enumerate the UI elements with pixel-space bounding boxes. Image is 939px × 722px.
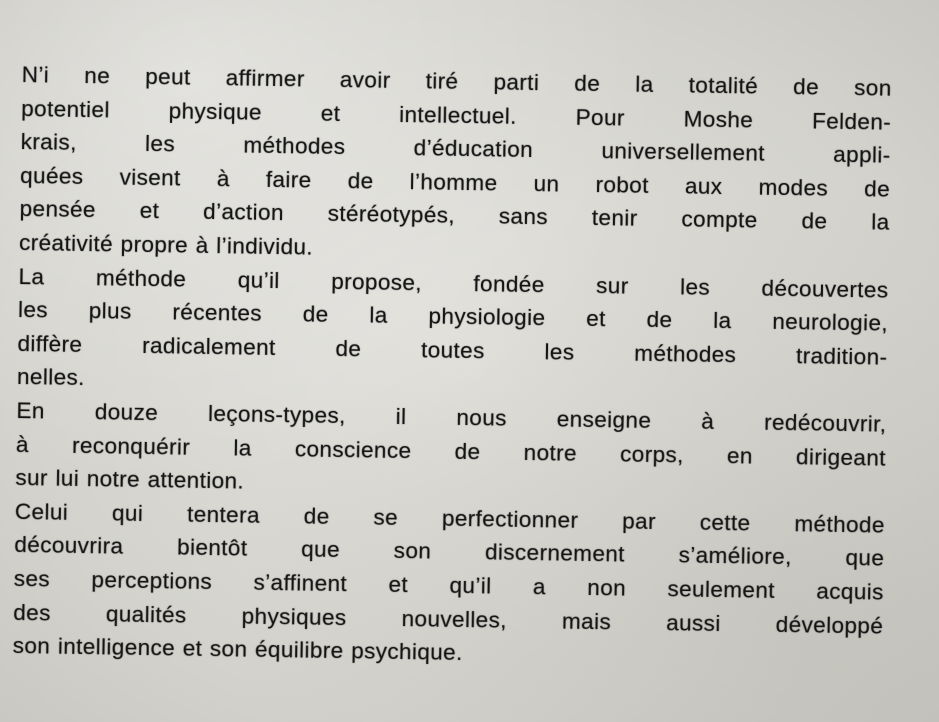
text-line: N’i ne peut affirmer avoir tiré parti de la totalité de son [21,61,892,101]
text-line: Celui qui tentera de se perfectionner par cette méthode [14,498,885,538]
text-line: quées visent à faire de l’homme un robot aux modes de [19,162,891,202]
body-text [13,58,892,676]
text-line: pensée et d’action stéréotypés, sans tenir compte de la [19,196,890,236]
paragraph-1 [19,58,892,273]
text-line: découvrira bientôt que son discernement s’améliore, que [14,532,885,571]
text-line: son intelligence et son équilibre psychique. [12,633,463,666]
text-line: ses perceptions s’affinent et qu’il a non seulement acquis [13,565,884,605]
text-line: krais, les méthodes d’éducation universellement appli- [20,129,891,168]
text-line: diffère radicalement de toutes les méthodes tradition- [17,330,888,370]
text-line: les plus récentes de la physiologie et de la neurologie, [17,297,889,336]
text-line: En douze leçons-types, il nous enseigne à redécouvrir, [16,397,887,437]
text-line: nelles. [16,364,85,391]
text-line: des qualités physiques nouvelles, mais aussi développé [13,599,884,639]
paragraph-2 [17,260,889,408]
paragraph-3 [15,394,886,508]
text-line: sur lui notre attention. [15,465,245,494]
text-line: créativité propre à l’individu. [18,229,314,260]
text-line: potentiel physique et intellectuel. Pour Moshe Felden- [21,95,892,135]
text-line: à reconquérir la conscience de notre corps, en dirigeant [15,431,887,471]
text-line: La méthode qu’il propose, fondée sur les découvertes [18,263,889,303]
paragraph-4 [13,495,886,677]
